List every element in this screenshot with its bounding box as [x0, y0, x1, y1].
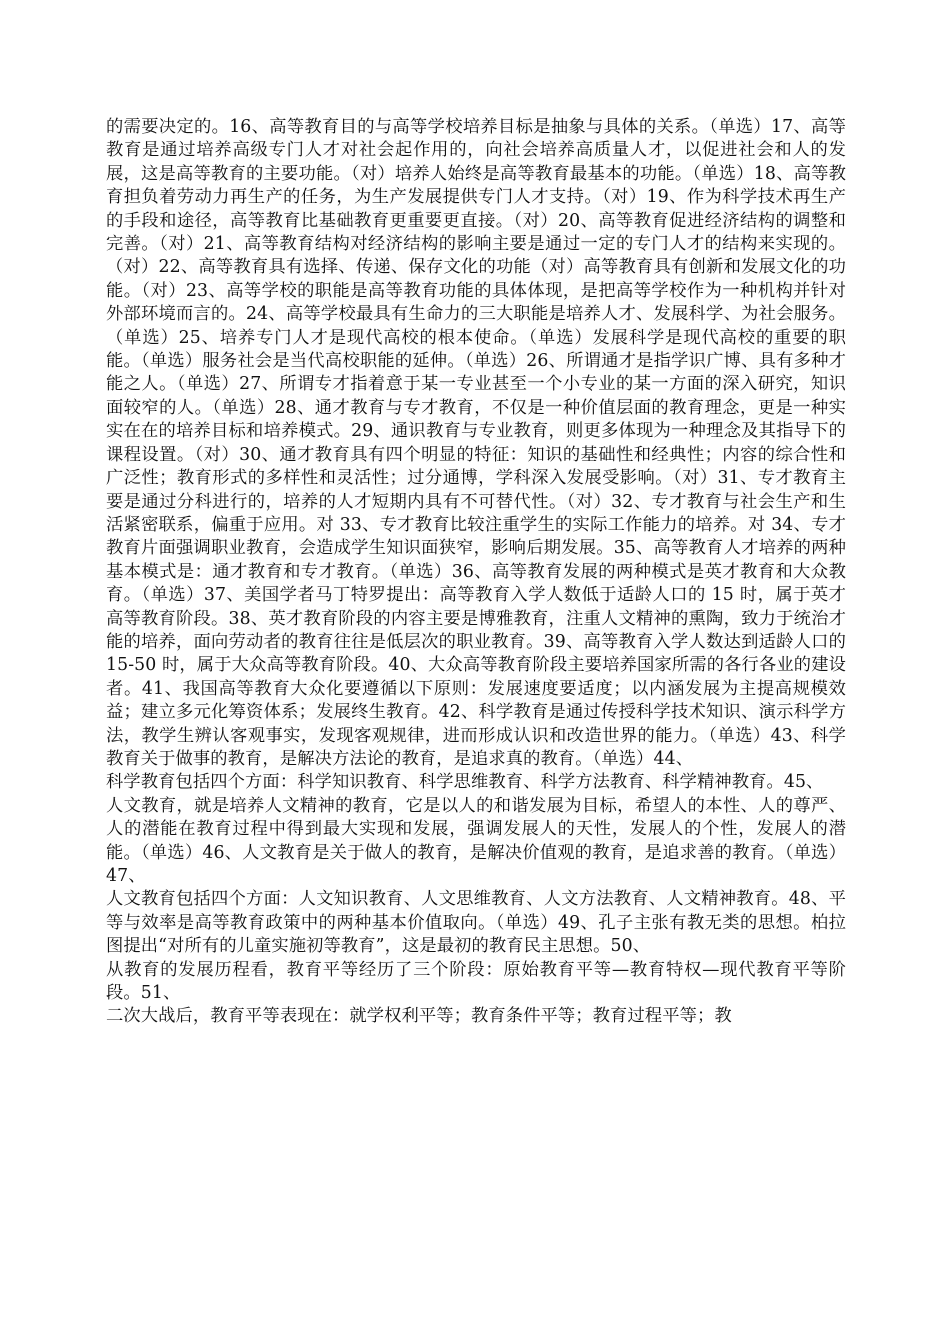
paragraph-3: 人文教育，就是培养人文精神的教育，它是以人的和谐发展为目标，希望人的本性、人的尊严、人的潜能在教育过程中得到最大实现和发展，强调发展人的天性，发展人的个性，发展人的潜能。（单选）46、人文教育是关于做人的教育，是解决价值观的教育，是追求善的教育。（单选）47、 — [106, 795, 846, 886]
paragraph-4: 人文教育包括四个方面：人文知识教育、人文思维教育、人文方法教育、人文精神教育。48、平等与效率是高等教育政策中的两种基本价值取向。（单选）49、孔子主张有教无类的思想。柏拉图提出“对所有的儿童实施初等教育”，这是最初的教育民主思想。50、 — [106, 889, 846, 957]
paragraph-6: 二次大战后，教育平等表现在：就学权利平等；教育条件平等；教育过程平等；教 — [106, 1006, 732, 1027]
document-body — [106, 116, 846, 1029]
paragraph-5: 从教育的发展历程看，教育平等经历了三个阶段：原始教育平等—教育特权—现代教育平等阶段。51、 — [106, 959, 846, 1004]
paragraph-1: 的需要决定的。16、高等教育目的与高等学校培养目标是抽象与具体的关系。（单选）17、高等教育是通过培养高级专门人才对社会起作用的，向社会培养高质量人才，以促进社会和人的发展，这是高等教育的主要功能。（对）培养人始终是高等教育最基本的功能。（单选）18、高等教育担负着劳动力再生产的任务，为生产发展提供专门人才支持。（对）19、作为科学技术再生产的手段和途径，高等教育比基础教育更重要更直接。（对）20、高等教育促进经济结构的调整和完善。（对）21、高等教育结构对经济结构的影响主要是通过一定的专门人才的结构来实现的。（对）22、高等教育具有选择、传递、保存文化的功能（对）高等教育具有创新和发展文化的功能。（对）23、高等学校的职能是高等教育功能的具体体现，是把高等学校作为一种机构并针对外部环境而言的。24、高等学校最具有生命力的三大职能是培养人才、发展科学、为社会服务。（单选）25、培养专门人才是现代高校的根本使命。（单选）发展科学是现代高校的重要的职能。（单选）服务社会是当代高校职能的延伸。（单选）26、所谓通才是指学识广博、具有多种才能之人。（单选）27、所谓专才指着意于某一专业甚至一个小专业的某一方面的深入研究，知识面较窄的人。（单选）28、通才教育与专才教育，不仅是一种价值层面的教育理念，更是一种实实在在的培养目标和培养模式。29、通识教育与专业教育，则更多体现为一种理念及其指导下的课程设置。（对）30、通才教育具有四个明显的特征：知识的基础性和经典性；内容的综合性和广泛性；教育形式的多样性和灵活性；过分通博，学科深入发展受影响。（对）31、专才教育主要是通过分科进行的，培养的人才短期内具有不可替代性。（对）32、专才教育与社会生产和生活紧密联系，偏重于应用。对 33、专才教育比较注重学生的实际工作能力的培养。对 34、专才教育片面强调职业教育，会造成学生知识面狭窄，影响后期发展。35、高等教育人才培养的两种基本模式是：通才教育和专才教育。（单选）36、高等教育发展的两种模式是英才教育和大众教育。（单选）37、美国学者马丁特罗提出：高等教育入学人数低于适龄人口的 15 时，属于英才高等教育阶段。38、英才教育阶段的内容主要是博雅教育，注重人文精神的熏陶，致力于统治才能的培养，面向劳动者的教育往往是低层次的职业教育。39、高等教育入学人数达到适龄人口的 15-50 时，属于大众高等教育阶段。40、大众高等教育阶段主要培养国家所需的各行各业的建设者。41、我国高等教育大众化要遵循以下原则：发展速度要适度；以内涵发展为主提高规模效益；建立多元化筹资体系；发展终生教育。42、科学教育是通过传授科学技术知识、演示科学方法，教学生辨认客观事实，发现客观规律，进而形成认识和改造世界的能力。（单选）43、科学教育关于做事的教育，是解决方法论的教育，是追求真的教育。（单选）44、 — [106, 117, 846, 769]
paragraph-2: 科学教育包括四个方面：科学知识教育、科学思维教育、科学方法教育、科学精神教育。45、 — [106, 772, 824, 793]
